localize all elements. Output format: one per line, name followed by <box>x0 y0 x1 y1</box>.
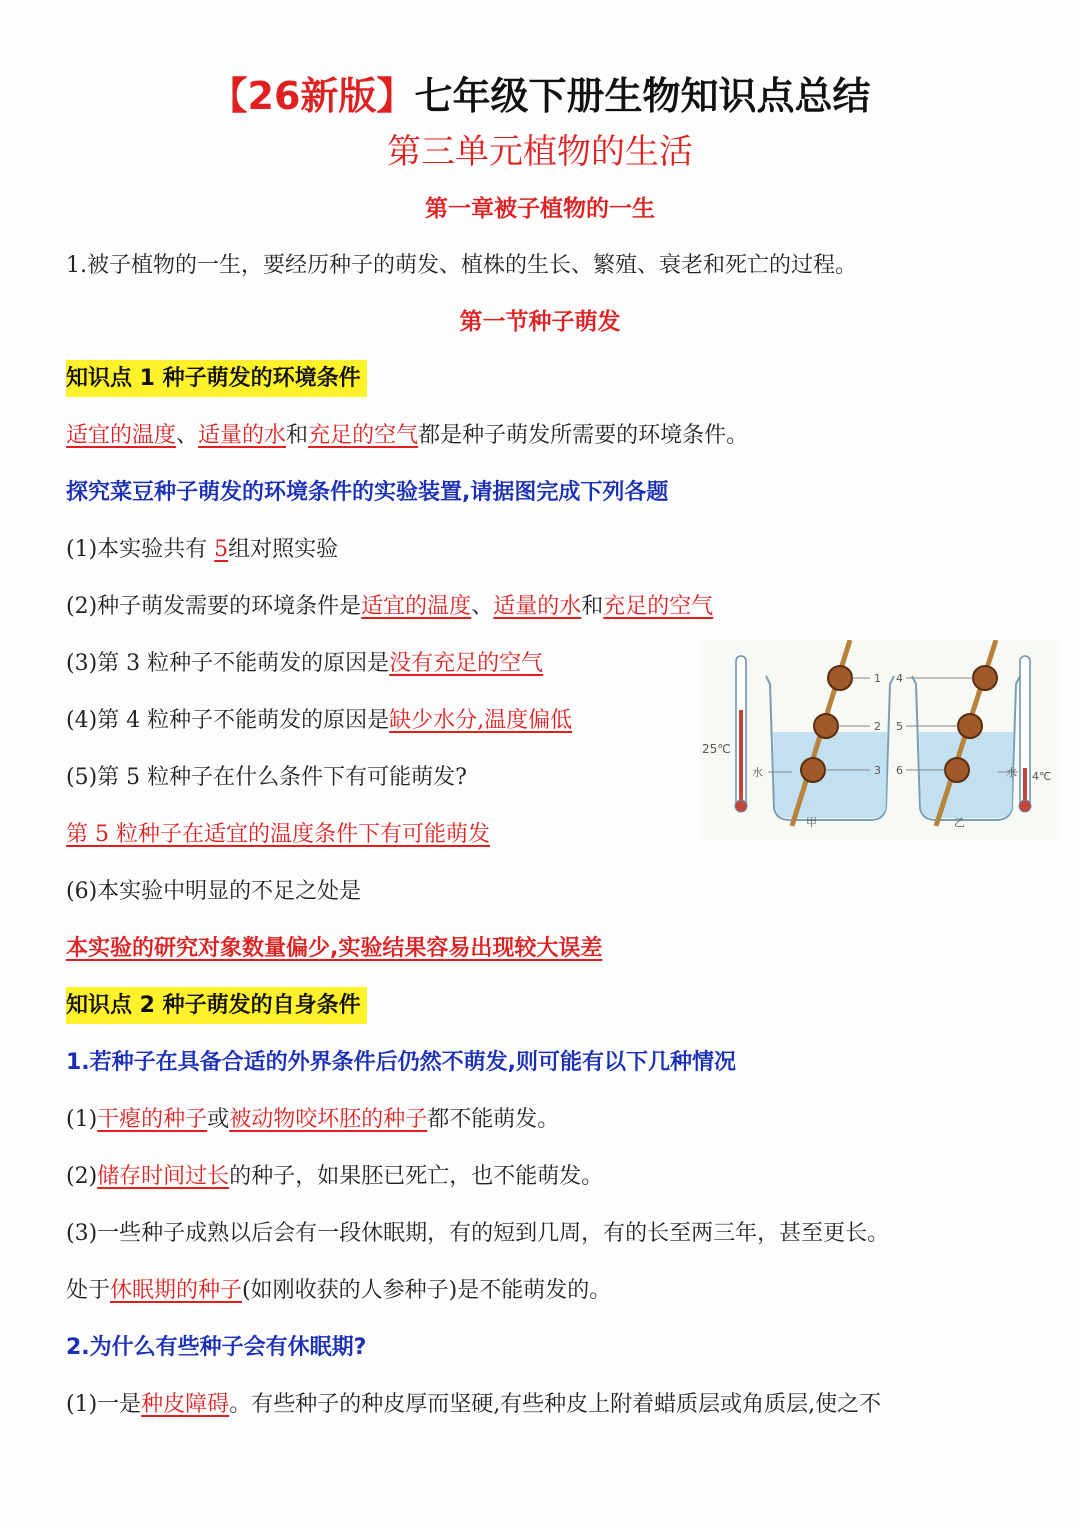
experiment-title: 探究菜豆种子萌发的环境条件的实验装置,请据图完成下列各题 <box>66 480 669 505</box>
seed-4 <box>973 666 997 690</box>
kp2-subheading-2: 2.为什么有些种子会有休眠期? <box>66 1335 367 1360</box>
condition-water: 适量的水 <box>198 423 287 448</box>
question-5-answer <box>66 818 490 852</box>
kp2-item-1 <box>66 1103 559 1137</box>
page-title <box>0 70 1080 122</box>
title-edition-tag: 【26新版】 <box>209 74 415 118</box>
question-4-text: (4)第 4 粒种子不能萌发的原因是 <box>66 708 390 733</box>
question-1-post: 组对照实验 <box>228 537 339 562</box>
item-2-answer: 储存时间过长 <box>97 1164 230 1189</box>
question-2-answer-temp: 适宜的温度 <box>361 594 472 619</box>
item-3b-prefix: 处于 <box>66 1278 111 1303</box>
item-1-prefix: (1) <box>66 1107 98 1132</box>
question-2-text: (2)种子萌发需要的环境条件是 <box>66 594 362 619</box>
intro-paragraph: 1.被子植物的一生，要经历种子的萌发、植株的生长、繁殖、衰老和死亡的过程。 <box>66 253 857 278</box>
kp2-heading-line <box>66 989 367 1023</box>
seed-germination-apparatus-figure <box>700 640 1060 840</box>
question-1 <box>66 533 338 567</box>
question-2 <box>66 590 713 624</box>
chapter-heading: 第一章被子植物的一生 <box>425 196 655 222</box>
question-1-answer: 5 <box>214 537 229 562</box>
item-4-post: 。有些种子的种皮厚而坚硬,有些种皮上附着蜡质层或角质层,使之不 <box>229 1392 882 1417</box>
label-3: 3 <box>874 764 881 777</box>
temp-left-label: 25℃ <box>702 742 731 756</box>
thermometer-right <box>1019 656 1031 812</box>
question-3 <box>66 647 543 681</box>
item-3b-post: (如刚收获的人参种子)是不能萌发的。 <box>242 1278 612 1303</box>
label-5: 5 <box>896 720 903 733</box>
item-2-prefix: (2) <box>66 1164 98 1189</box>
item-4-answer: 种皮障碍 <box>141 1392 230 1417</box>
item-3b-answer: 休眠期的种子 <box>110 1278 243 1303</box>
question-5-answer-text: 第 5 粒种子在适宜的温度条件下有可能萌发 <box>66 822 490 847</box>
question-6-answer-text: 本实验的研究对象数量偏少,实验结果容易出现较大误差 <box>66 936 603 961</box>
question-5: (5)第 5 粒种子在什么条件下有可能萌发? <box>66 765 467 790</box>
condition-temp: 适宜的温度 <box>66 423 177 448</box>
item-1-mid: 或 <box>207 1107 230 1132</box>
item-1-post: 都不能萌发。 <box>427 1107 560 1132</box>
separator: 和 <box>286 423 309 448</box>
seed-3 <box>801 758 825 782</box>
seed-5 <box>958 714 982 738</box>
kp1-conditions <box>66 419 748 453</box>
title-text: 七年级下册生物知识点总结 <box>414 74 871 118</box>
kp2-heading: 知识点 2 种子萌发的自身条件 <box>66 987 367 1024</box>
thermometer-left <box>735 656 747 812</box>
question-6-answer <box>66 932 602 966</box>
kp2-item-3b <box>66 1274 611 1308</box>
separator: 、 <box>471 594 494 619</box>
separator: 和 <box>581 594 604 619</box>
question-3-answer: 没有充足的空气 <box>389 651 544 676</box>
condition-air: 充足的空气 <box>308 423 419 448</box>
caption-left: 甲 <box>806 816 817 829</box>
label-4: 4 <box>896 672 903 685</box>
kp1-heading: 知识点 1 种子萌发的环境条件 <box>66 360 367 397</box>
seed-2 <box>814 714 838 738</box>
kp2-subheading-1: 1.若种子在具备合适的外界条件后仍然不萌发,则可能有以下几种情况 <box>66 1050 737 1075</box>
seed-1 <box>828 666 852 690</box>
label-1: 1 <box>874 672 881 685</box>
conditions-tail: 都是种子萌发所需要的环境条件。 <box>418 423 749 448</box>
question-1-text: (1)本实验共有 <box>66 537 215 562</box>
caption-right: 乙 <box>954 816 965 829</box>
question-2-answer-water: 适量的水 <box>493 594 582 619</box>
item-4-prefix: (1)一是 <box>66 1392 142 1417</box>
section-heading: 第一节种子萌发 <box>459 309 621 335</box>
temp-right-label: 4℃ <box>1032 770 1052 783</box>
separator: 、 <box>176 423 199 448</box>
label-2: 2 <box>874 720 881 733</box>
kp2-item-4 <box>66 1388 881 1422</box>
label-6: 6 <box>896 764 903 777</box>
seed-6 <box>945 758 969 782</box>
item-1-answer-a: 干瘪的种子 <box>97 1107 208 1132</box>
kp1-heading-line <box>66 362 367 396</box>
water-label-right: 水 <box>1006 766 1017 779</box>
kp2-item-3: (3)一些种子成熟以后会有一段休眠期，有的短到几周，有的长至两三年，甚至更长。 <box>66 1221 890 1246</box>
question-6: (6)本实验中明显的不足之处是 <box>66 879 362 904</box>
kp2-item-2 <box>66 1160 603 1194</box>
question-3-text: (3)第 3 粒种子不能萌发的原因是 <box>66 651 390 676</box>
item-1-answer-b: 被动物咬坏胚的种子 <box>229 1107 428 1132</box>
item-2-post: 的种子，如果胚已死亡，也不能萌发。 <box>229 1164 604 1189</box>
question-4 <box>66 704 572 738</box>
question-4-answer: 缺少水分,温度偏低 <box>389 708 573 733</box>
unit-heading: 第三单元植物的生活 <box>387 132 693 172</box>
water-label-left: 水 <box>752 766 763 779</box>
question-2-answer-air: 充足的空气 <box>603 594 714 619</box>
